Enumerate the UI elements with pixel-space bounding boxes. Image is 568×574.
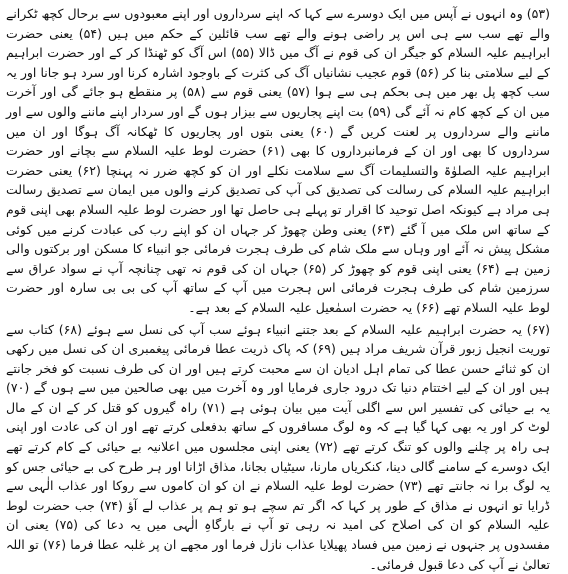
paragraph-2: (۶۷) یہ حضرت ابراہیم علیہ السلام کے بعد جتنے انبیاء ہوئے سب آپ کی نسل سے ہوئے (۶۸) کتاب سے توریت انجیل زبور قرآن شریف مراد ہیں (۶۹) کہ پاک ذریت عطا فرمائی پیغمبری ان کی نسل میں رکھی ان کو ثنائے حسن عطا کی تمام اہل ادیان ان سے محبت کرتے ہیں اور ان کی طرف نسبت کو فخر جانتے ہیں اور ان کے لیے اختتام دنیا تک درود جاری فرمایا اور وہ آخرت میں بھی صالحین میں سے ہوں گے (۷۰) یہ بے حیائی کی تفسیر اس سے اگلی آیت میں بیان ہوئی ہے (۷۱) راہ گیروں کو قتل کر کے ان کے مال لوٹ کر اور یہ بھی کہا گیا ہے کہ وہ لوگ مسافروں کے ساتھ بدفعلی کرتے تھے اور ان کی عادت اور اپنی ہی راہ پر چلنے والوں کو تنگ کرتے تھے (۷۲) یعنی اپنی مجلسوں میں اعلانیہ بے حیائی کے کام کرتے تھے ایک دوسرے کے سامنے گالی دینا، کنکریاں مارنا، سیٹیاں بجانا، مذاق اڑانا اور ہر طرح کی بے حیائی جس کو یہ لوگ برا نہ جانتے تھے (۷۳) حضرت لوط علیہ السلام نے ان کو ان کاموں سے روکا اور عذاب الٰہی سے ڈرایا تو انہوں نے مذاق کے طور پر کہا کہ اگر تم سچے ہو تو ہم پر عذاب لے آؤ (۷۴) جب حضرت لوط علیہ السلام کو ان کی اصلاح کی امید نہ رہی تو آپ نے بارگاہِ الٰہی میں یہ دعا کی (۷۵) یعنی ان مفسدوں پر جنہوں نے زمین میں فساد پھیلایا عذاب نازل فرما اور مجھے ان پر غلبہ عطا فرما (۷۶) تو اللہ تعالیٰ نے آپ کی دعا قبول فرمائی۔ (6, 320, 550, 574)
paragraph-1: (۵۳) وہ انہوں نے آپس میں ایک دوسرے سے کہا کہ اپنے سرداروں اور اپنے معبودوں سے برحال کچھ ٹکرانے والے تھے سب سے ہی اس پر راضی ہونے والے تھے سب قائلین کے حکم میں ہیں (۵۴) یعنی حضرت ابراہیم علیہ السلام کو جیگر ان کی قوم نے آگ میں ڈالا (۵۵) اس آگ کو ٹھنڈا کر کے اور حضرت ابراہیم کے لیے سلامتی بنا کر (۵۶) قوم عجیب نشانیاں آگ کی کثرت کے باوجود اشارہ کرنا اور سرد ہو جانا اور یہ سب کچھ پل بھر میں ہی بحکم ہی سے ہوا (۵۷) یعنی قوم سے (۵۸) پر منقطع ہو جائے گی اور آخرت میں ان کے کچھ کام نہ آئے گی (۵۹) بت اپنے پجاریوں سے بیزار ہوں گے اور سردار اپنے ماننے والوں سے اور ماننے والے سرداروں پر لعنت کریں گے (۶۰) یعنی بتوں اور پجاریوں کا ٹھکانہ آگ ہوگا اور ان میں سرداروں کا بھی اور ان کے فرمانبرداروں کا بھی (۶۱) حضرت لوط علیہ السلام سے بچانے اور حضرت ابراہیم علیہ الصلوٰۃ والتسلیمات آگ سے سلامت نکلے اور ان کو کچھ ضرر نہ پہنچا (۶۲) یعنی حضرت ابراہیم علیہ السلام کی رسالت کی تصدیق کی آپ کی تصدیق کرنے والوں میں ایمان سے تصدیق رسالت ہی مراد ہے کیونکہ اصل توحید کا اقرار تو پہلے ہی حاصل تھا اور حضرت لوط علیہ السلام بھی اپنی قوم کے ساتھ اس ملک میں آ گئے (۶۳) یعنی وطن چھوڑ کر جہاں ان کو اپنے رب کی عبادت کرنے میں کوئی مشکل پیش نہ آئے اور وہاں سے ملک شام کی طرف ہجرت فرمائی جو انبیاء کا مسکن اور برکتوں والی زمین ہے (۶۴) یعنی اپنی قوم کو چھوڑ کر (۶۵) جہاں ان کی قوم نہ تھی چنانچہ آپ نے سواد عراق سے سرزمین شام کی طرف ہجرت فرمائی اس ہجرت میں آپ کے ساتھ آپ کی بی بی سارہ اور حضرت لوط علیہ السلام تھے (۶۶) یہ حضرت اسمٰعیل علیہ السلام کے بعد ہے۔ (6, 4, 550, 318)
